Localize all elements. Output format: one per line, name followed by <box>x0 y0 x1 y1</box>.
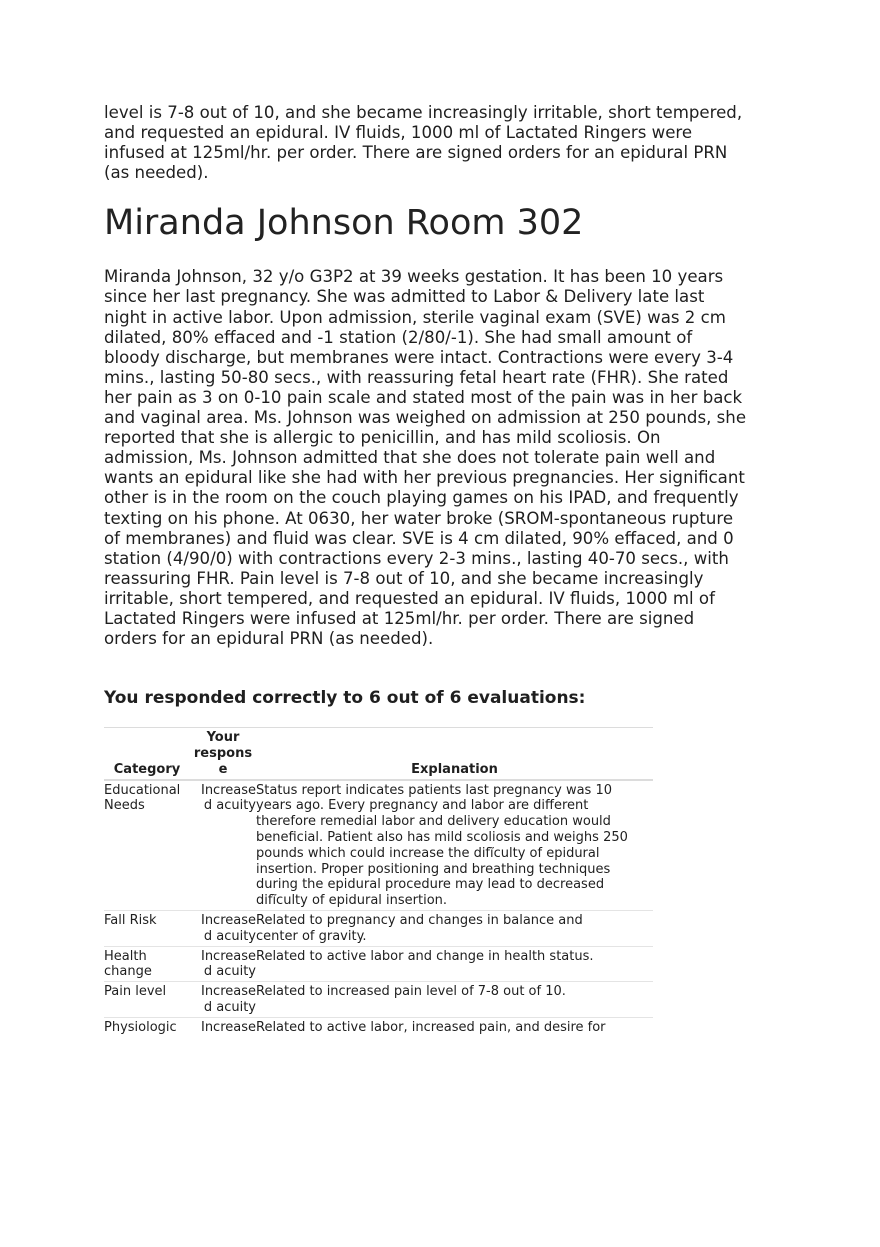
row-category: Physiologic <box>104 1019 177 1035</box>
row-category: Pain level <box>104 982 190 1018</box>
row-explanation: Related to active labor and change in health status. <box>256 946 653 982</box>
row-category: Health change <box>104 946 190 982</box>
row-response: Increase <box>200 1019 256 1035</box>
column-header-category: Category <box>104 728 190 780</box>
table-row <box>104 982 653 1018</box>
evaluation-heading: You responded correctly to 6 out of 6 evaluations: <box>104 688 586 709</box>
row-response: Increase d acuity <box>190 946 256 982</box>
row-response: Increase d acuity <box>190 910 256 946</box>
row-explanation: Related to pregnancy and changes in balance and center of gravity. <box>256 910 653 946</box>
section-title: Miranda Johnson Room 302 <box>104 203 584 244</box>
row-explanation: Status report indicates patients last pregnancy was 10 years ago. Every pregnancy and labor are different therefore remedial labor and delivery education would beneficial. Patient also has mild scoliosis and weighs 250 pounds which could increase the difĩculty of epidural insertion. Proper positioning and breathing techniques during the epidural procedure may lead to decreased difĩculty of epidural insertion. <box>256 780 653 911</box>
table-header-row <box>104 728 653 780</box>
row-response: Increase d acuity <box>190 982 256 1018</box>
row-explanation: Related to active labor, increased pain, and desire for <box>256 1019 606 1035</box>
case-paragraph: Miranda Johnson, 32 y/o G3P2 at 39 weeks gestation. It has been 10 years since her last pregnancy. She was admitted to Labor & Delivery late last night in active labor. Upon admission, sterile vaginal exam (SVE) was 2 cm dilated, 80% effaced and -1 station (2/80/-1). She had small amount of bloody discharge, but membranes were intact. Contractions were every 3-4 mins., lasting 50-80 secs., with reassuring fetal heart rate (FHR). She rated her pain as 3 on 0-10 pain scale and stated most of the pain was in her back and vaginal area. Ms. Johnson was weighed on admission at 250 pounds, she reported that she is allergic to penicillin, and has mild scoliosis. On admission, Ms. Johnson admitted that she does not tolerate pain well and wants an epidural like she had with her previous pregnancies. Her significant other is in the room on the couch playing games on his IPAD, and frequently texting on his phone. At 0630, her water broke (SROM-spontaneous rupture of membranes) and fluid was clear. SVE is 4 cm dilated, 90% effaced, and 0 station (4/90/0) with contractions every 2-3 mins., lasting 40-70 secs., with reassuring FHR. Pain level is 7-8 out of 10, and she became increasingly irritable, short tempered, and requested an epidural. IV fluids, 1000 ml of Lactated Ringers were infused at 125ml/hr. per order. There are signed orders for an epidural PRN (as needed). <box>104 267 747 649</box>
column-header-response: Your respons e <box>190 728 256 780</box>
table-row <box>104 780 653 911</box>
column-header-explanation: Explanation <box>256 728 653 780</box>
row-category: Educational Needs <box>104 780 190 911</box>
row-explanation: Related to increased pain level of 7-8 out of 10. <box>256 982 653 1018</box>
table-row <box>104 1017 653 1036</box>
evaluation-table <box>104 727 653 1036</box>
table-row <box>104 910 653 946</box>
row-response: Increase d acuity <box>190 780 256 911</box>
table-row <box>104 946 653 982</box>
row-category: Fall Risk <box>104 910 190 946</box>
intro-paragraph: level is 7-8 out of 10, and she became increasingly irritable, short tempered, and requested an epidural. IV fluids, 1000 ml of Lactated Ringers were infused at 125ml/hr. per order. There are signed orders for an epidural PRN (as needed). <box>104 103 743 183</box>
document-page <box>104 103 784 1037</box>
